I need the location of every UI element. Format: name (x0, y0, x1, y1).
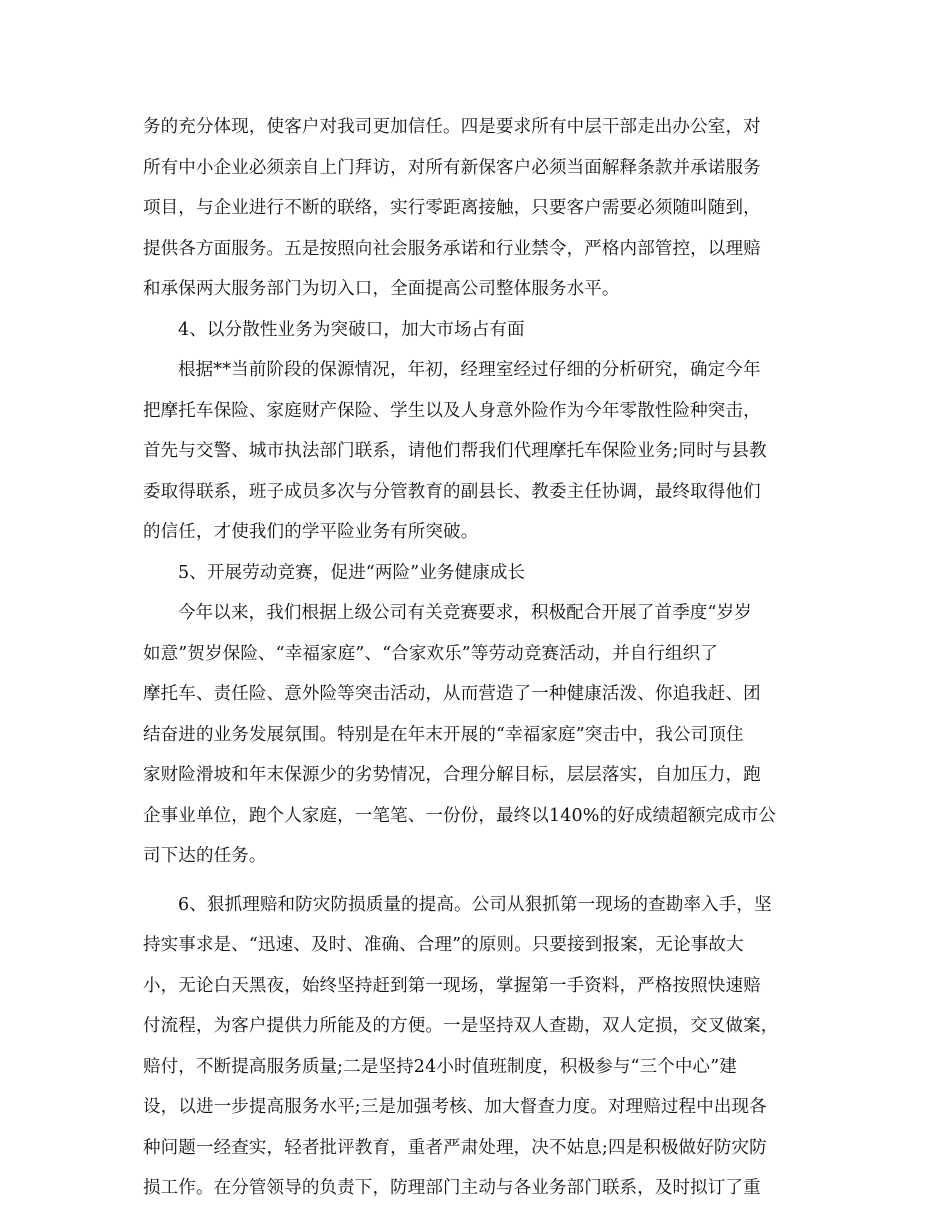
text-line: 首先与交警、城市执法部门联系，请他们帮我们代理摩托车保险业务;同时与县教 (143, 441, 767, 461)
text-line: 种问题一经查实，轻者批评教育，重者严肃处理，决不姑息;四是积极做好防灾防 (143, 1137, 767, 1158)
section-heading: 4、以分散性业务为突破口，加大市场占有面 (178, 319, 525, 340)
text-line: 小，无论白天黑夜，始终坚持赶到第一现场，掌握第一手资料，严格按照快速赔 (143, 975, 761, 996)
text-line: 家财险滑坡和年末保源少的劣势情况，合理分解目标，层层落实，自加压力，跑 (143, 765, 761, 785)
text-line: 把摩托车保险、家庭财产保险、学生以及人身意外险作为今年零散性险种突击， (143, 400, 761, 421)
section-heading: 6、狠抓理赔和防灾防损质量的提高。公司从狠抓第一现场的查勘率入手，坚 (178, 894, 772, 915)
text-line: 企事业单位，跑个人家庭，一笔笔、一份份，最终以140%的好成绩超额完成市公 (143, 805, 777, 826)
text-line: 摩托车、责任险、意外险等突击活动，从而营造了一种健康活泼、你追我赶、团 (143, 684, 761, 704)
text-line: 根据**当前阶段的保源情况，年初，经理室经过仔细的分析研究，确定今年 (178, 360, 761, 380)
text-line: 提供各方面服务。五是按照向社会服务承诺和行业禁令，严格内部管控，以理赔 (143, 238, 761, 259)
text-line: 赔付，不断提高服务质量;二是坚持24小时值班制度，积极参与“三个中心”建 (143, 1056, 737, 1077)
text-line: 的信任，才使我们的学平险业务有所突破。 (143, 522, 479, 542)
text-line: 如意”贺岁保险、“幸福家庭”、“合家欢乐”等劳动竞赛活动，并自行组织了 (143, 643, 718, 664)
text-line: 务的充分体现，使客户对我司更加信任。四是要求所有中层干部走出办公室，对 (143, 117, 761, 137)
text-line: 损工作。在分管领导的负责下，防理部门主动与各业务部门联系，及时拟订了重 (143, 1178, 761, 1198)
text-line: 项目，与企业进行不断的联络，实行零距离接触，只要客户需要必须随叫随到， (143, 198, 761, 218)
text-line: 设，以进一步提高服务水平;三是加强考核、加大督查力度。对理赔过程中出现各 (143, 1097, 767, 1117)
text-line: 持实事求是、“迅速、及时、准确、合理”的原则。只要接到报案，无论事故大 (143, 935, 744, 955)
text-line: 今年以来，我们根据上级公司有关竞赛要求，积极配合开展了首季度“岁岁 (178, 603, 752, 623)
text-line: 所有中小企业必须亲自上门拜访，对所有新保客户必须当面解释条款并承诺服务 (143, 157, 761, 178)
text-line: 结奋进的业务发展氛围。特别是在年末开展的“幸福家庭”突击中，我公司顶住 (143, 724, 744, 745)
text-line: 委取得联系，班子成员多次与分管教育的副县长、教委主任协调，最终取得他们 (143, 481, 761, 502)
document-page (143, 107, 808, 1209)
section-heading: 5、开展劳动竞赛，促进“两险”业务健康成长 (178, 562, 526, 583)
text-line: 和承保两大服务部门为切入口，全面提高公司整体服务水平。 (143, 279, 620, 299)
text-line: 司下达的任务。 (143, 846, 267, 866)
text-line: 付流程，为客户提供力所能及的方便。一是坚持双人查勘，双人定损，交叉做案， (143, 1016, 779, 1036)
